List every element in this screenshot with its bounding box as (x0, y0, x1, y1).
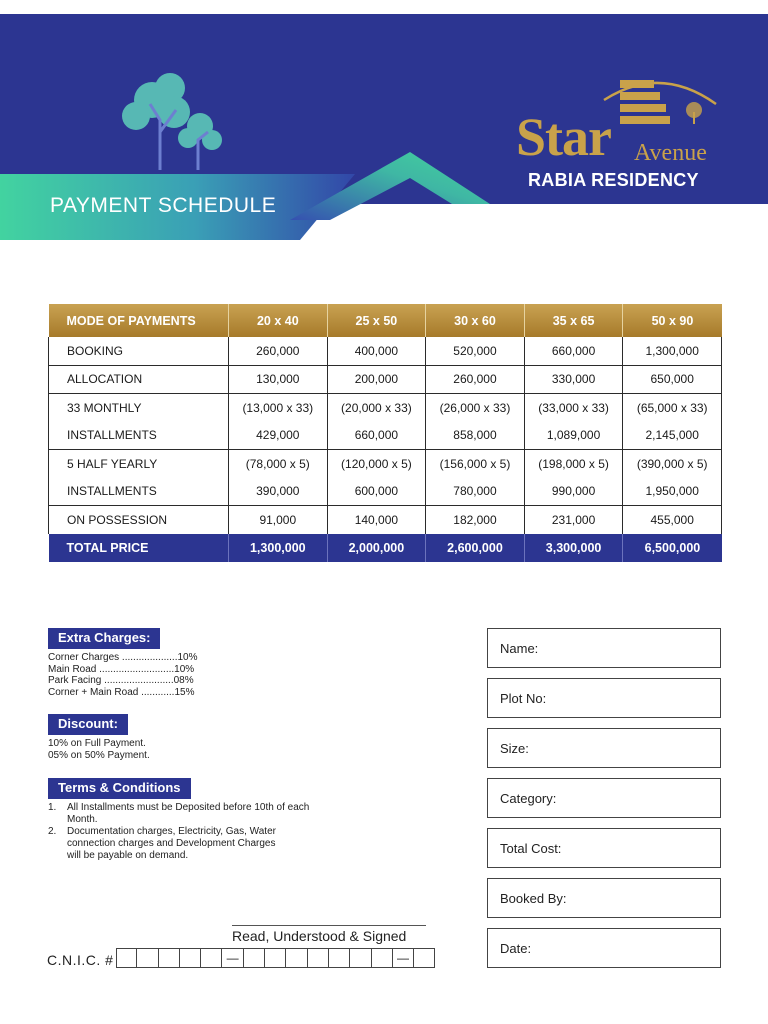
table-cell: 231,000 (524, 506, 623, 534)
table-cell: 1,300,000 (623, 337, 722, 365)
table-cell: (78,000 x 5) (229, 450, 328, 478)
size-field[interactable]: Size: (487, 728, 721, 768)
table-cell: (26,000 x 33) (426, 394, 525, 422)
table-cell: 858,000 (426, 422, 525, 450)
table-cell: 1,089,000 (524, 422, 623, 450)
table-header-row (49, 304, 722, 337)
terms-list (48, 802, 327, 862)
total-cell: TOTAL PRICE (49, 534, 229, 562)
table-cell: 650,000 (623, 365, 722, 394)
plot-no-field[interactable]: Plot No: (487, 678, 721, 718)
logo-subtitle: RABIA RESIDENCY (528, 170, 699, 190)
header-cell: 20 x 40 (229, 304, 328, 337)
table-row (49, 337, 722, 365)
table-cell: 182,000 (426, 506, 525, 534)
table-cell: 260,000 (229, 337, 328, 365)
cnic-digit-box[interactable] (244, 948, 265, 968)
cnic-digit-box[interactable] (159, 948, 180, 968)
cnic-input-grid[interactable] (116, 948, 435, 968)
table-row (49, 394, 722, 422)
table-cell: (198,000 x 5) (524, 450, 623, 478)
table-cell: 390,000 (229, 478, 328, 506)
cnic-digit-box[interactable] (329, 948, 350, 968)
header-cell: 35 x 65 (524, 304, 623, 337)
extra-charge-line: Main Road ...........................10% (48, 663, 195, 675)
name-field[interactable]: Name: (487, 628, 721, 668)
logo-star-text: Star (516, 107, 611, 167)
extra-charge-line: Corner Charges ....................10% (48, 652, 198, 663)
table-cell: 660,000 (524, 337, 623, 365)
payment-schedule-table (48, 304, 722, 562)
signature-line (232, 925, 426, 926)
category-field[interactable]: Category: (487, 778, 721, 818)
table-cell: 200,000 (327, 365, 426, 394)
table-cell: INSTALLMENTS (49, 478, 229, 506)
terms-item-text: Documentation charges, Electricity, Gas, Water connection charges and Development Charges will be payable on demand. (67, 826, 276, 861)
cnic-digit-box[interactable] (201, 948, 222, 968)
terms-heading: Terms & Conditions (48, 778, 191, 799)
table-cell: ON POSSESSION (49, 506, 229, 534)
table-cell: 330,000 (524, 365, 623, 394)
extra-charges-list (48, 652, 198, 698)
table-cell: 520,000 (426, 337, 525, 365)
table-cell: 2,145,000 (623, 422, 722, 450)
header-banner (0, 14, 768, 240)
header-cell: 25 x 50 (327, 304, 426, 337)
cnic-dash-box: — (393, 948, 414, 968)
cnic-digit-box[interactable] (137, 948, 158, 968)
table-cell: (120,000 x 5) (327, 450, 426, 478)
logo-avenue-text: Avenue (634, 140, 707, 166)
terms-item-number: 1. (48, 802, 57, 813)
table-cell: 130,000 (229, 365, 328, 394)
table-cell: 33 MONTHLY (49, 394, 229, 422)
cnic-digit-box[interactable] (350, 948, 371, 968)
cnic-digit-box[interactable] (308, 948, 329, 968)
table-cell: ALLOCATION (49, 365, 229, 394)
table-row (49, 365, 722, 394)
table-cell: 780,000 (426, 478, 525, 506)
building-logo-icon (600, 70, 720, 130)
cnic-digit-box[interactable] (116, 948, 137, 968)
terms-item-text: All Installments must be Deposited before 10th of each Month. (67, 802, 310, 825)
total-cell: 3,300,000 (524, 534, 623, 562)
discount-list (48, 738, 150, 761)
table-row (49, 506, 722, 534)
table-cell: (20,000 x 33) (327, 394, 426, 422)
table-cell: 140,000 (327, 506, 426, 534)
total-price-row (49, 534, 722, 562)
cnic-digit-box[interactable] (414, 948, 435, 968)
cnic-digit-box[interactable] (372, 948, 393, 968)
discount-line: 05% on 50% Payment. (48, 749, 150, 761)
table-cell: 990,000 (524, 478, 623, 506)
table-cell: 91,000 (229, 506, 328, 534)
date-field[interactable]: Date: (487, 928, 721, 968)
discount-heading: Discount: (48, 714, 128, 735)
total-cell: 1,300,000 (229, 534, 328, 562)
terms-item (48, 802, 327, 826)
table-cell: (156,000 x 5) (426, 450, 525, 478)
table-cell: 400,000 (327, 337, 426, 365)
total-cell: 2,600,000 (426, 534, 525, 562)
booked-by-field[interactable]: Booked By: (487, 878, 721, 918)
terms-item (48, 826, 292, 862)
table-cell: (33,000 x 33) (524, 394, 623, 422)
table-cell: 260,000 (426, 365, 525, 394)
table-cell: (390,000 x 5) (623, 450, 722, 478)
extra-charges-heading: Extra Charges: (48, 628, 160, 649)
table-cell: BOOKING (49, 337, 229, 365)
page-title: PAYMENT SCHEDULE (50, 194, 277, 217)
discount-line: 10% on Full Payment. (48, 738, 146, 749)
table-row (49, 450, 722, 478)
cnic-digit-box[interactable] (265, 948, 286, 968)
total-cell: 6,500,000 (623, 534, 722, 562)
extra-charge-line: Park Facing .........................08% (48, 675, 194, 687)
cnic-digit-box[interactable] (286, 948, 307, 968)
header-cell: MODE OF PAYMENTS (49, 304, 229, 337)
table-cell: (65,000 x 33) (623, 394, 722, 422)
table-row (49, 478, 722, 506)
cnic-label: C.N.I.C. # (47, 952, 114, 968)
terms-item-number: 2. (48, 826, 57, 837)
table-cell: 600,000 (327, 478, 426, 506)
table-cell: 429,000 (229, 422, 328, 450)
table-cell: 5 HALF YEARLY (49, 450, 229, 478)
signature-statement: Read, Understood & Signed (232, 928, 407, 944)
header-cell: 30 x 60 (426, 304, 525, 337)
cnic-digit-box[interactable] (180, 948, 201, 968)
table-cell: (13,000 x 33) (229, 394, 328, 422)
tree-icon (112, 70, 232, 170)
table-cell: 660,000 (327, 422, 426, 450)
table-row (49, 422, 722, 450)
cnic-dash-box: — (222, 948, 243, 968)
extra-charge-line: Corner + Main Road ............15% (48, 686, 195, 698)
total-cell: 2,000,000 (327, 534, 426, 562)
header-cell: 50 x 90 (623, 304, 722, 337)
table-cell: INSTALLMENTS (49, 422, 229, 450)
table-cell: 455,000 (623, 506, 722, 534)
total-cost-field[interactable]: Total Cost: (487, 828, 721, 868)
table-cell: 1,950,000 (623, 478, 722, 506)
